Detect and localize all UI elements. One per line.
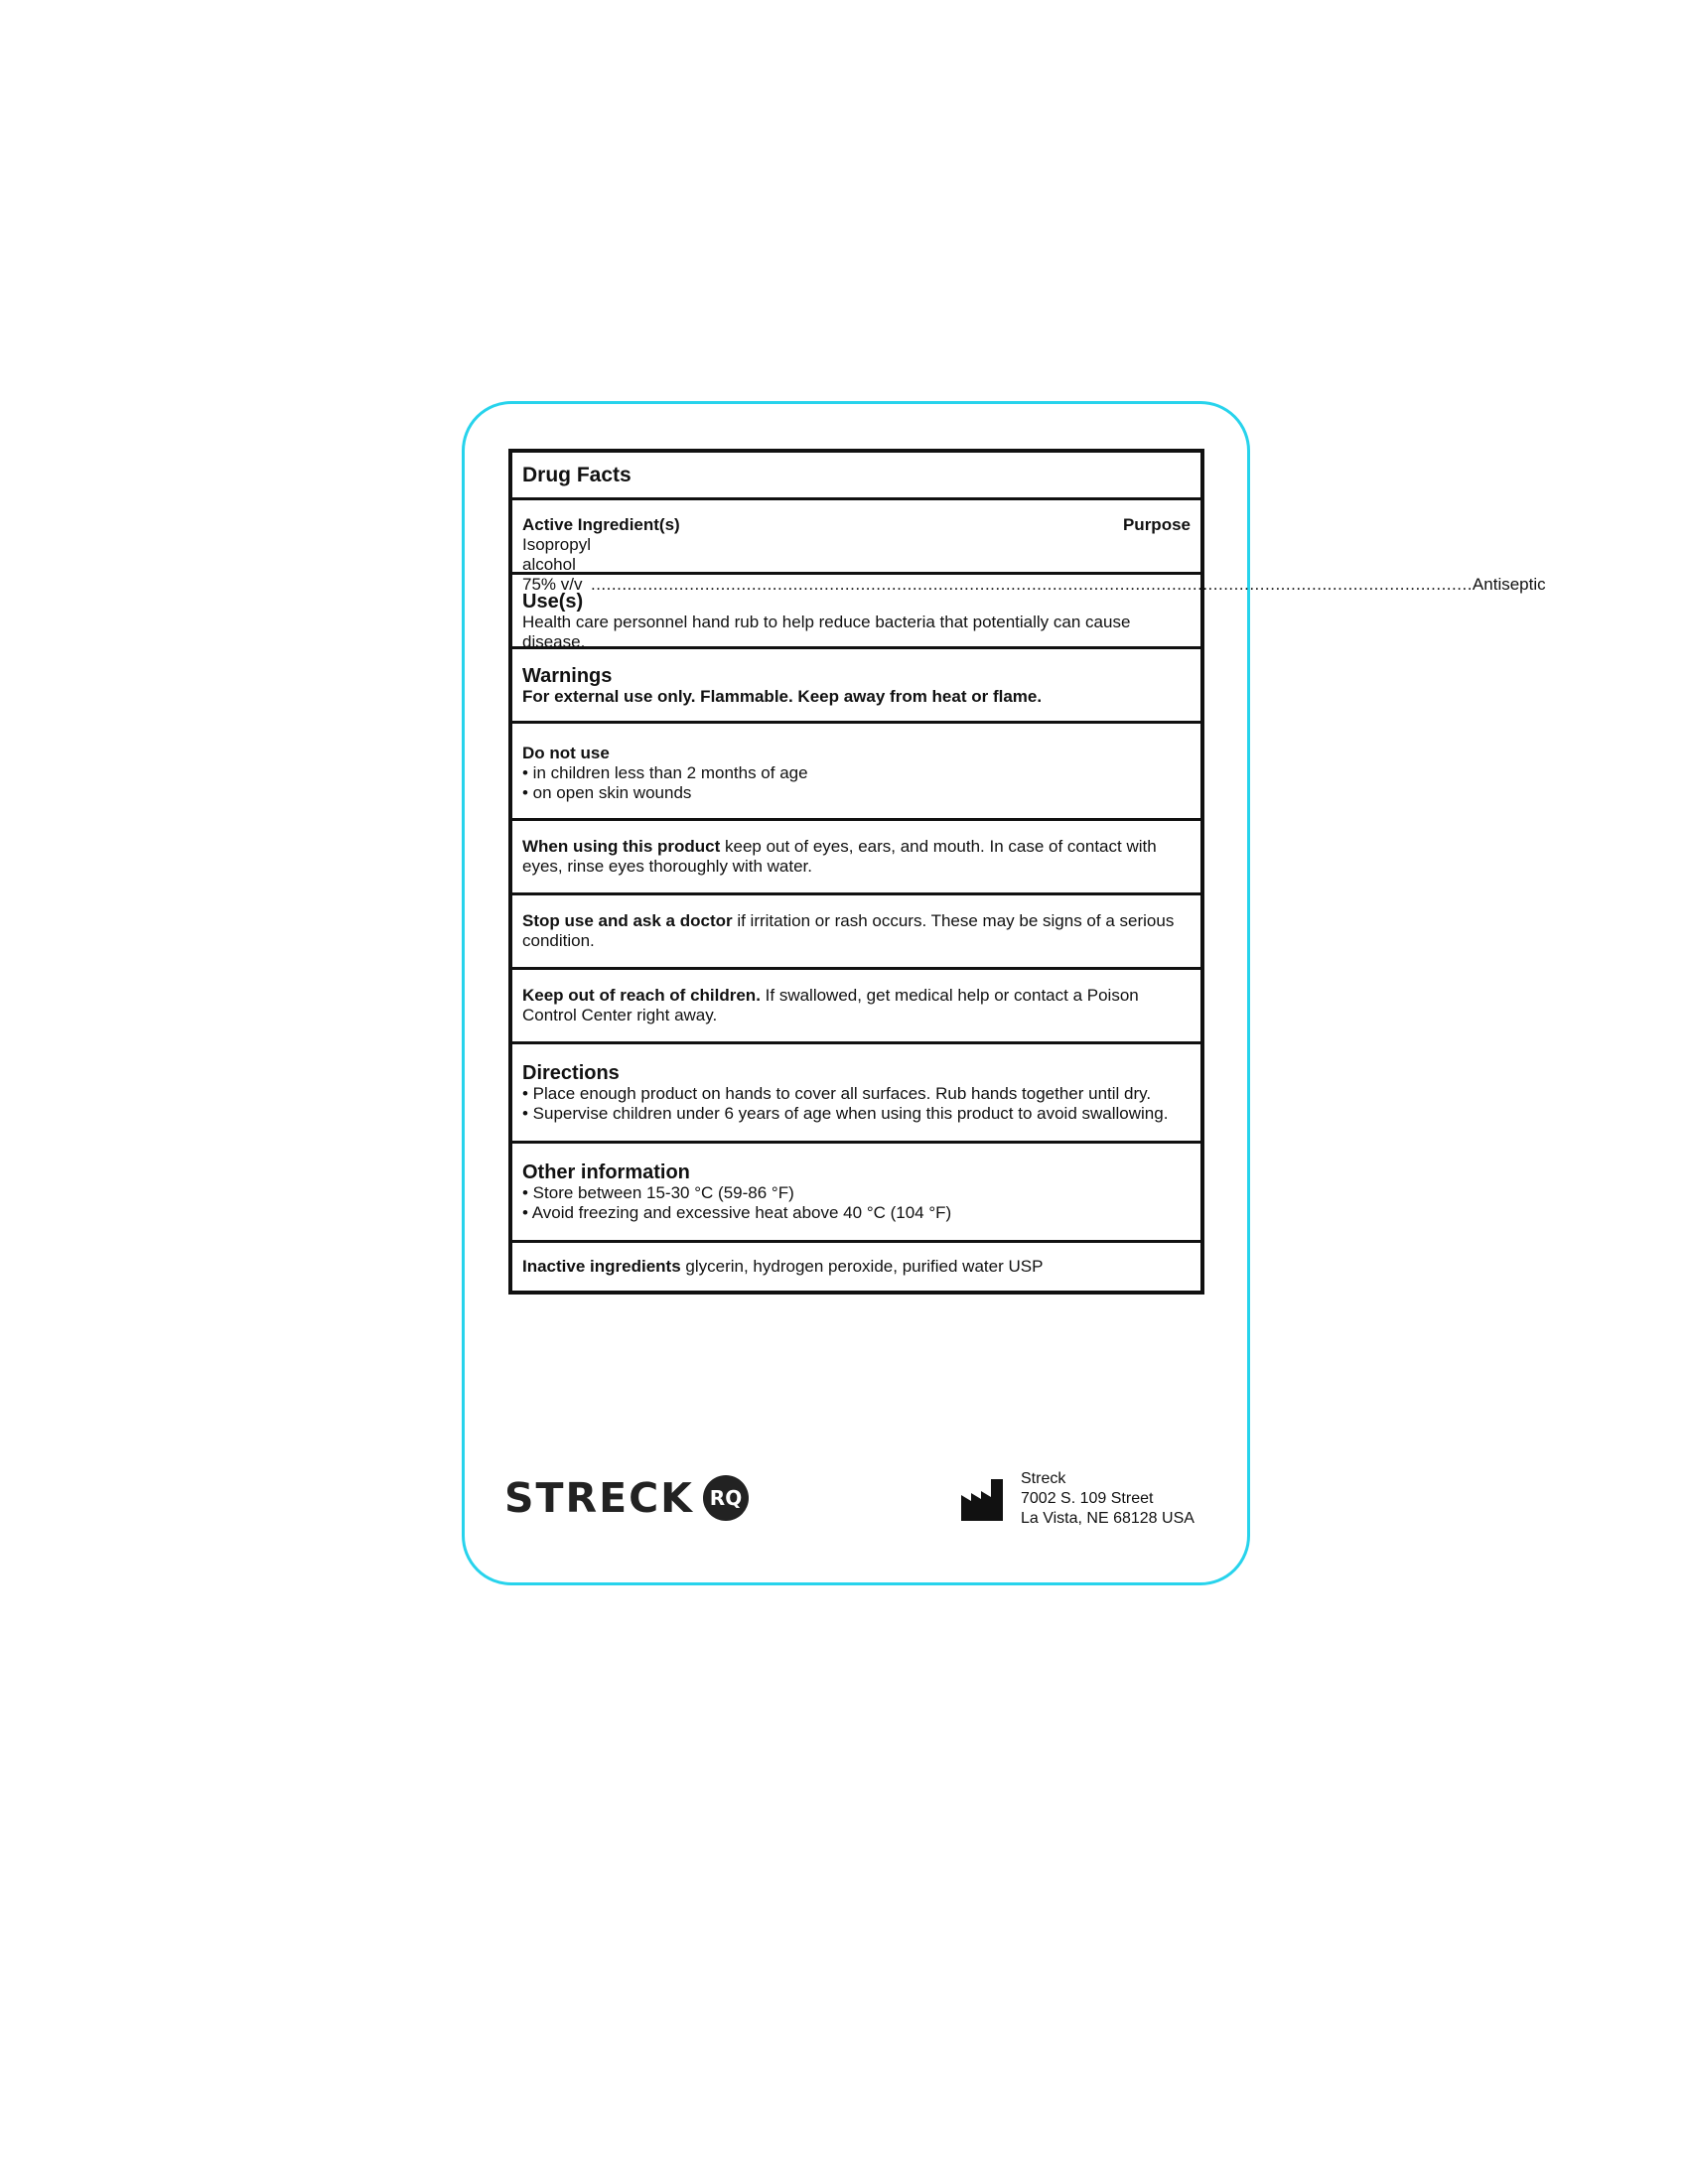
manufacturer-street: 7002 S. 109 Street [1021,1490,1154,1507]
do-not-use-item: • on open skin wounds [522,783,692,802]
directions-heading: Directions [522,1062,620,1084]
stop-use-section [512,895,1200,970]
uses-text: Health care personnel hand rub to help reduce bacteria that potentially can cause disease. [522,613,1131,651]
stop-use-lead: Stop use and ask a doctor [522,911,733,930]
active-ingredients-section [512,500,1546,594]
inactive-text: glycerin, hydrogen peroxide, purified water USP [680,1257,1044,1276]
do-not-use-section [512,724,1200,821]
drug-facts-title: Drug Facts [522,464,632,486]
drug-facts-panel [508,449,1546,1295]
streck-logo [504,1472,752,1524]
when-using-lead: When using this product [522,837,721,856]
directions-item: • Place enough product on hands to cover all surfaces. Rub hands together until dry. [522,1084,1152,1103]
other-info-item: • Avoid freezing and excessive heat above 40 °C (104 °F) [522,1203,952,1222]
other-info-item: • Store between 15-30 °C (59-86 °F) [522,1183,794,1202]
other-info-heading: Other information [522,1161,690,1183]
manufacturer-factory-icon [959,1477,1005,1523]
warnings-heading: Warnings [522,665,613,687]
manufacturer-name: Streck [1021,1470,1066,1487]
rq-badge-icon [700,1472,752,1524]
warnings-section [512,649,1200,724]
keep-out-lead: Keep out of reach of children. [522,986,761,1005]
when-using-paragraph [522,837,1191,877]
purpose-heading: Purpose [1122,515,1191,534]
inactive-paragraph [522,1257,1191,1277]
when-using-section [512,821,1200,895]
uses-heading: Use(s) [522,591,584,613]
directions-section [512,1044,1200,1144]
other-info-section [512,1144,1200,1243]
manufacturer-address [1021,1469,1195,1529]
keep-out-section [512,970,1200,1044]
active-ingredient-heading: Active Ingredient(s) [522,515,680,534]
stop-use-paragraph [522,911,1191,951]
inactive-section [512,1243,1200,1295]
warnings-text: For external use only. Flammable. Keep away from heat or flame. [522,687,1043,706]
do-not-use-item: • in children less than 2 months of age [522,763,808,782]
keep-out-paragraph [522,986,1191,1025]
manufacturer-city: La Vista, NE 68128 USA [1021,1510,1195,1527]
inactive-lead: Inactive ingredients [522,1257,681,1276]
when-using-text: keep out of eyes, ears, and mouth. In case of contact with eyes, rinse eyes thoroughly with water. [522,837,1157,876]
drug-facts-title-section [512,453,1200,500]
directions-item: • Supervise children under 6 years of age when using this product to avoid swallowing. [522,1104,1169,1123]
rq-badge-text: RQ [709,1486,743,1510]
do-not-use-heading: Do not use [522,744,610,762]
logo-wordmark: STRECK [504,1474,694,1522]
keep-out-text: If swallowed, get medical help or contact a Poison Control Center right away. [522,986,1139,1024]
stop-use-text: if irritation or rash occurs. These may be signs of a serious condition. [522,911,1175,950]
active-ingredient-name: Isopropyl alcohol 75% v/v [522,535,591,594]
uses-section [512,575,1200,649]
leader-dots: .......................................................................................................................................................................... [590,575,1473,594]
active-ingredient-purpose: Antiseptic [1472,575,1546,594]
